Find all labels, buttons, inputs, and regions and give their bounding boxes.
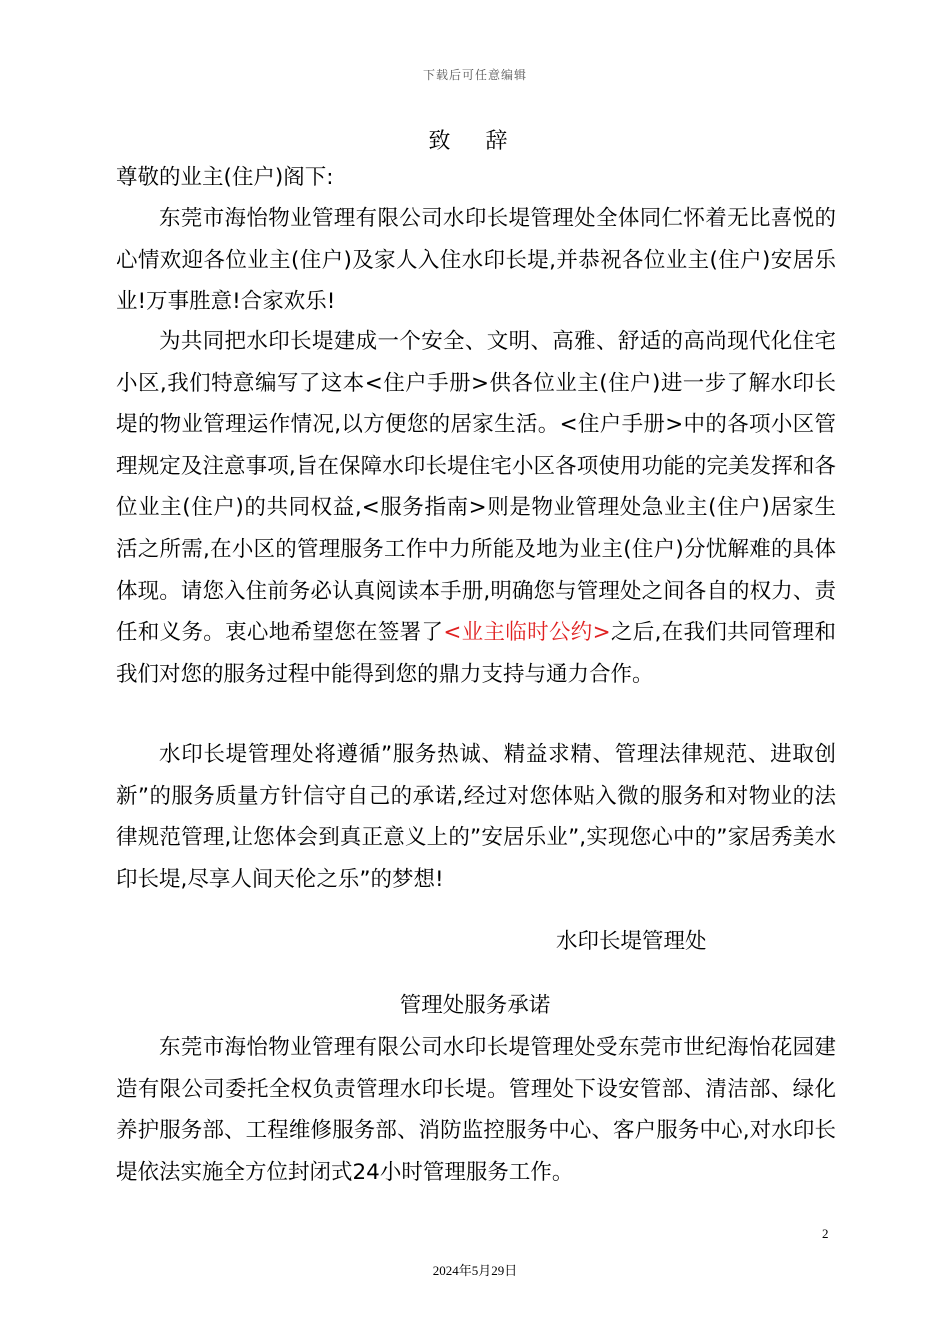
owner-convention-link[interactable]: <业主临时公约> [443,620,611,646]
paragraph-service-text: 东莞市海怡物业管理有限公司水印长堤管理处受东莞市世纪海怡花园建造有限公司委托全权负责管理水印长堤。管理处下设安管部、清洁部、绿化养护服务部、工程维修服务部、消防监控服务中心、客户服务中心,对水印长堤依法实施全方位封闭式24小时管理服务工作。 [116,1035,836,1185]
footer-date: 2024年5月29日 [432,1263,518,1278]
page-header: 下载后可任意编辑 [422,68,527,82]
paragraph-service [116,1027,836,1193]
page-number: 2 [822,1226,829,1241]
paragraph-handbook-part1: 为共同把水印长堤建成一个安全、文明、高雅、舒适的高尚现代化住宅小区,我们特意编写了这本<住户手册>供各位业主(住户)进一步了解水印长堤的物业管理运作情况,以方便您的居家生活。<住户手册>中的各项小区管理规定及注意事项,旨在保障水印长堤住宅小区各项使用功能的完美发挥和各位业主(住户)的共同权益,<服务指南>则是物业管理处急业主(住户)居家生活之所需,在小区的管理服务工作中力所能及地为业主(住户)分忧解难的具体体现。请您入住前务必认真阅读本手册,明确您与管理处之间各自的权力、责任和义务。衷心地希望您在签署了 [116,329,836,646]
paragraph-commitment-text: 水印长堤管理处将遵循”服务热诚、精益求精、管理法律规范、进取创新”的服务质量方针信守自己的承诺,经过对您体贴入微的服务和对物业的法律规范管理,让您体会到真正意义上的”安居乐业”,实现您心中的”家居秀美水印长堤,尽享人间天伦之乐”的梦想! [116,742,836,892]
page-title: 致 辞 [428,129,522,154]
paragraph-welcome [116,198,836,323]
paragraph-handbook-part2: 之后,在我们共同管理和我们对您的服务过程中能得到您的鼎力支持与通力合作。 [116,620,836,687]
paragraph-handbook-text [116,321,836,695]
paragraph-welcome-text: 东莞市海怡物业管理有限公司水印长堤管理处全体同仁怀着无比喜悦的心情欢迎各位业主(住户)及家人入住水印长堤,并恭祝各位业主(住户)安居乐业!万事胜意!合家欢乐! [116,206,836,315]
section-subtitle: 管理处服务承诺 [399,993,551,1018]
paragraph-commitment [116,734,836,900]
salutation: 尊敬的业主(住户)阁下: [116,165,334,190]
paragraph-handbook [116,321,836,695]
signature: 水印长堤管理处 [556,929,707,954]
